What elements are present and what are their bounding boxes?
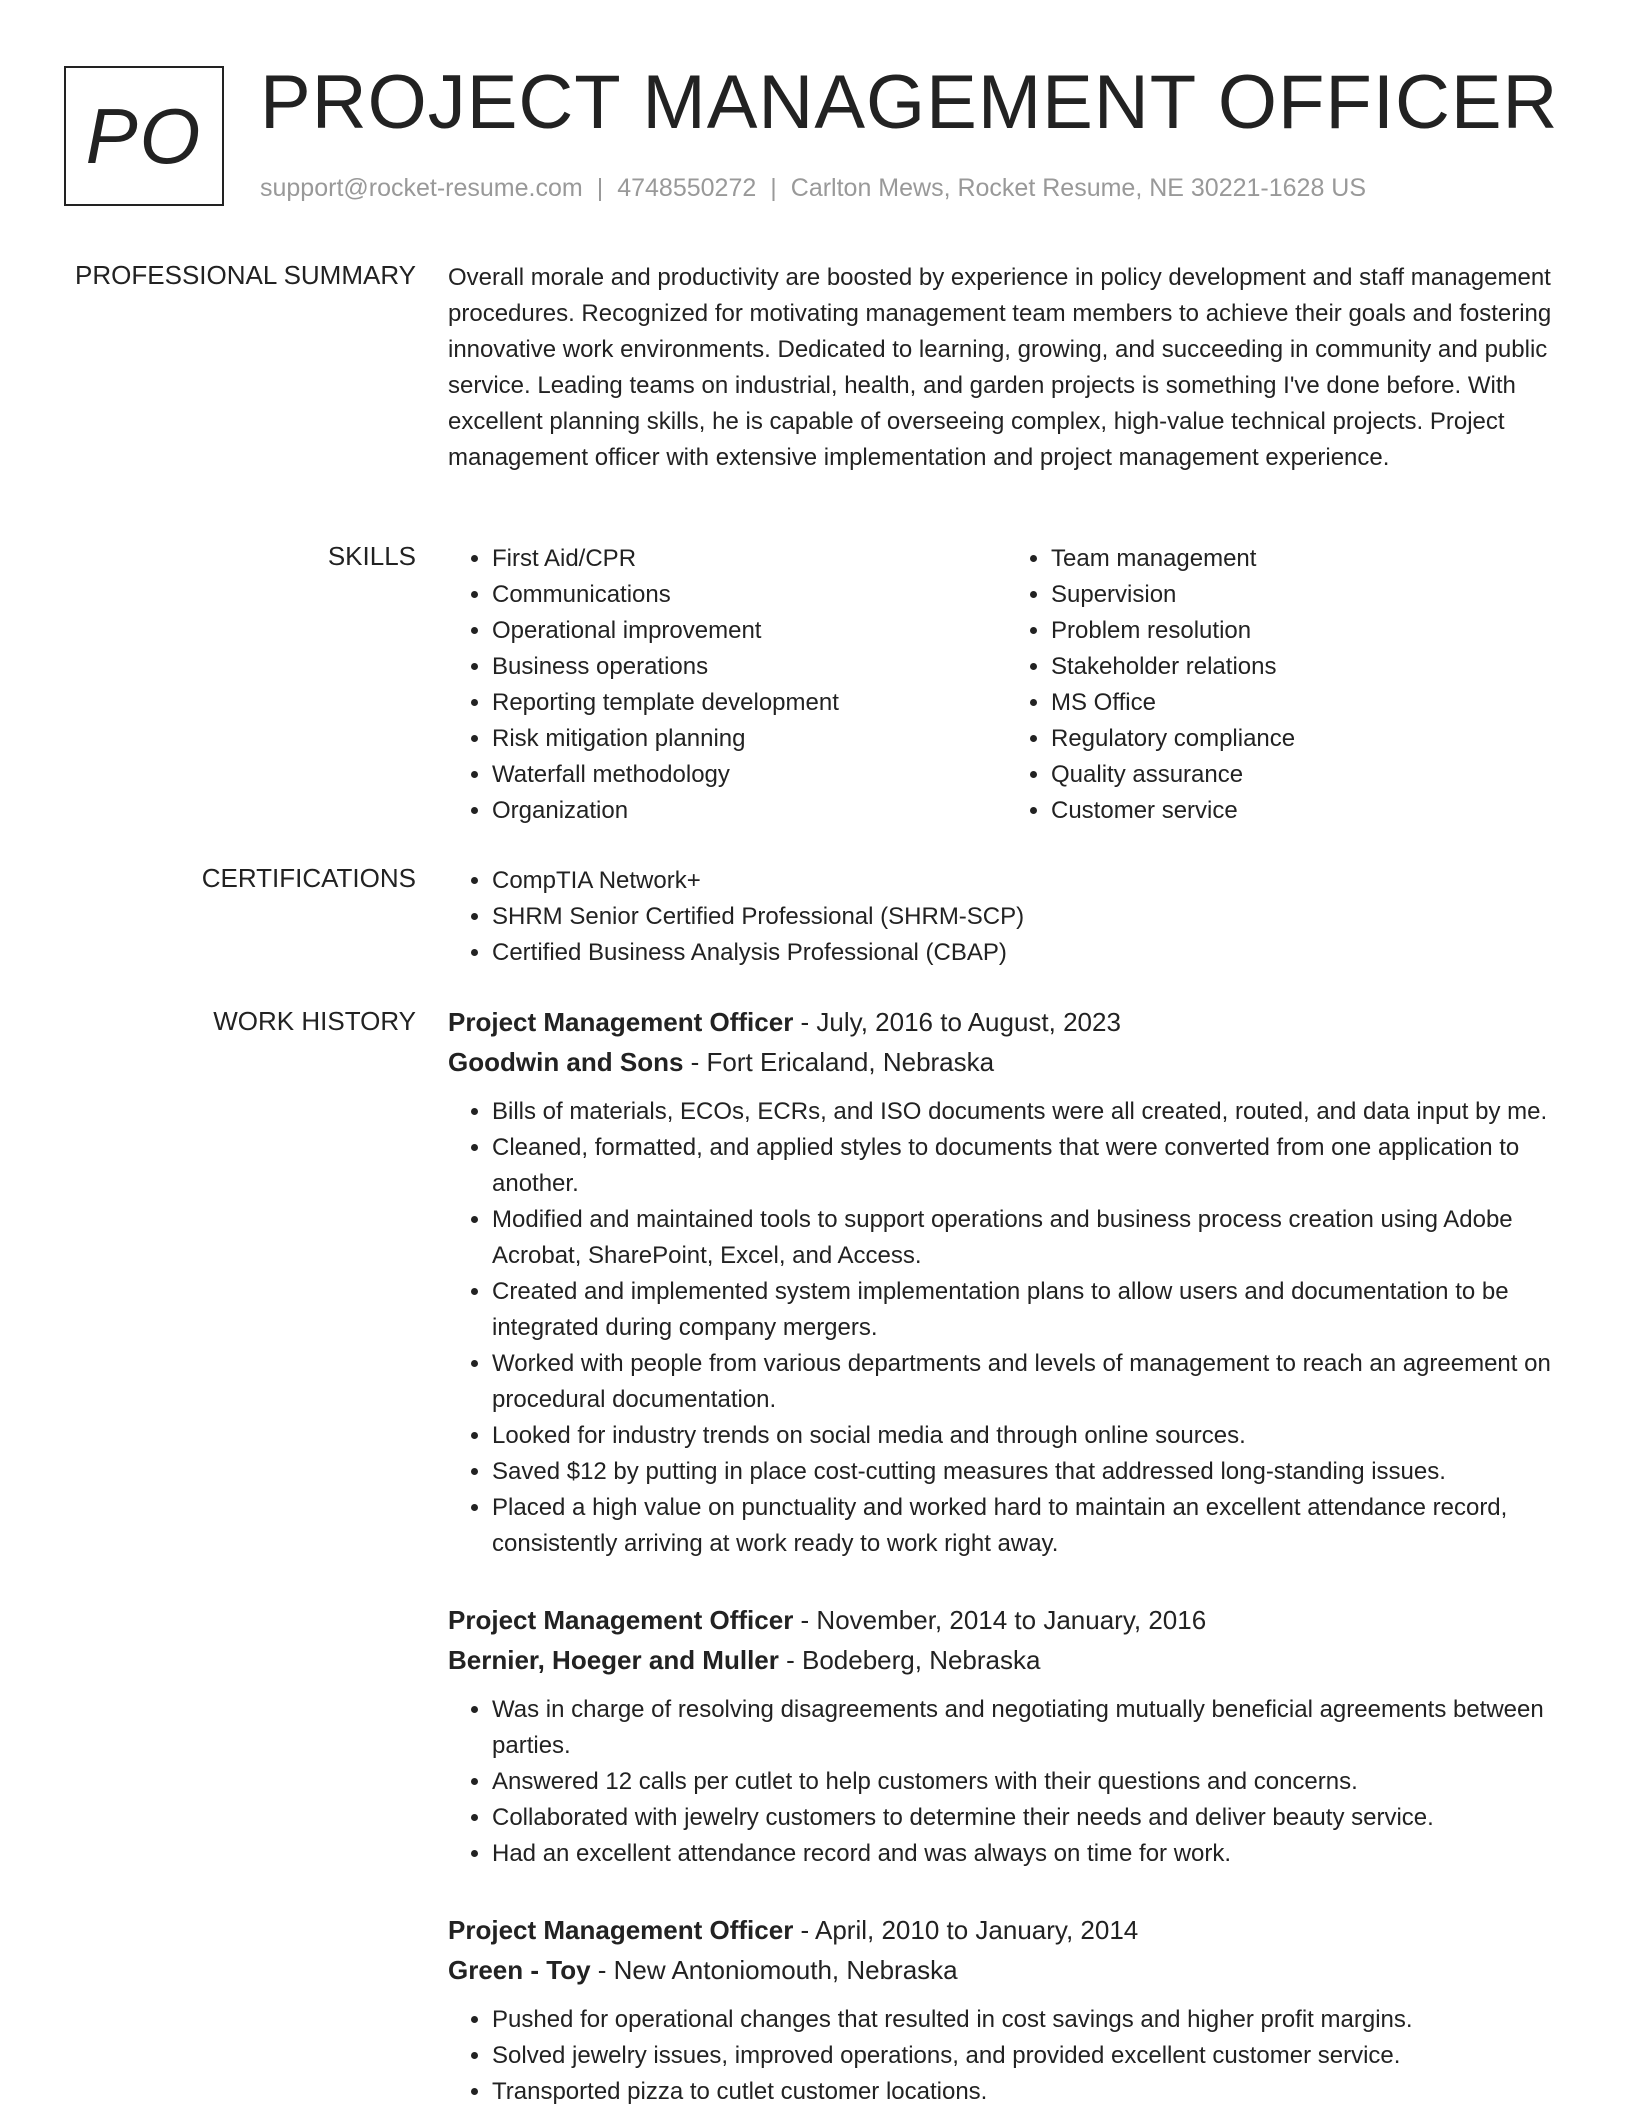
contact-separator: | [596,174,604,202]
skills-list-right [1007,541,1566,829]
section-label-work-history: WORK HISTORY [213,1006,416,1036]
job-duty-item: • Modified and maintained tools to support operations and business process creation using Adobe Acrobat, SharePoint, Excel, and Access. [492,1202,1566,1274]
job-entry [448,1910,1566,2110]
job-title-line [448,1910,1566,1950]
job-duty-item: • Answered 12 calls per cutlet to help customers with their questions and concerns. [492,1764,1566,1800]
job-company-line [448,1042,1566,1082]
skills-list-left [448,541,1007,829]
skill-item: • Organization [492,793,1007,829]
job-duty-item: • Looked for industry trends on social media and through online sources. [492,1418,1566,1454]
job-duty-item: • Pushed for operational changes that resulted in cost savings and higher profit margins. [492,2002,1566,2038]
job-duty-item: • Saved $12 by putting in place cost-cutting measures that addressed long-standing issues. [492,1454,1566,1490]
job-entry [448,1002,1566,1562]
job-location: - Bodeberg, Nebraska [778,1645,1041,1675]
certification-item: • CompTIA Network+ [492,863,1566,899]
job-location: - Fort Ericaland, Nebraska [683,1047,995,1077]
job-title: Project Management Officer [448,1605,794,1635]
skills-columns [448,541,1566,829]
skill-item: • Regulatory compliance [1051,721,1566,757]
job-duty-item: • Bills of materials, ECOs, ECRs, and ISO documents were all created, routed, and data input by me. [492,1094,1566,1130]
skill-item: • Supervision [1051,577,1566,613]
job-company-line [448,1950,1566,1990]
job-duty-item: • Was in charge of resolving disagreements and negotiating mutually beneficial agreements between parties. [492,1692,1566,1764]
email-text: support@rocket-resume.com [260,174,583,202]
job-dates: - July, 2016 to August, 2023 [793,1007,1121,1037]
page-title: PROJECT MANAGEMENT OFFICER [260,60,1559,145]
job-duty-item: • Worked with people from various departments and levels of management to reach an agreement on procedural documentation. [492,1346,1566,1418]
certification-item: • SHRM Senior Certified Professional (SHRM-SCP) [492,899,1566,935]
job-dates: - April, 2010 to January, 2014 [793,1915,1139,1945]
skill-item: • Reporting template development [492,685,1007,721]
initials-monogram: PO [64,66,224,206]
job-duty-item: • Placed a high value on punctuality and worked hard to maintain an excellent attendance record, consistently arriving at work ready to work right away. [492,1490,1566,1562]
skill-item: • Stakeholder relations [1051,649,1566,685]
address-text: Carlton Mews, Rocket Resume, NE 30221-1628 US [790,174,1367,202]
job-location: - New Antoniomouth, Nebraska [590,1955,958,1985]
certifications-list [448,863,1566,971]
skill-item: • Team management [1051,541,1566,577]
section-label-certifications: CERTIFICATIONS [201,863,416,893]
certification-item: • Certified Business Analysis Professional (CBAP) [492,935,1566,971]
job-company: Green - Toy [448,1955,591,1985]
job-duties-list [448,2002,1566,2110]
job-duties-list [448,1692,1566,1872]
work-history-body [448,1002,1566,2110]
skill-item: • Customer service [1051,793,1566,829]
section-label-summary: PROFESSIONAL SUMMARY [75,260,416,290]
job-company-line [448,1640,1566,1680]
skill-item: • Risk mitigation planning [492,721,1007,757]
job-duty-item: • Transported pizza to cutlet customer locations. [492,2074,1566,2110]
skill-item: • Communications [492,577,1007,613]
job-title-line [448,1002,1566,1042]
contact-separator: | [770,174,777,202]
skill-item: • Quality assurance [1051,757,1566,793]
job-title: Project Management Officer [448,1915,794,1945]
skill-item: • MS Office [1051,685,1566,721]
job-title: Project Management Officer [448,1007,794,1037]
job-duty-item: • Created and implemented system implementation plans to allow users and documentation to be integrated during company mergers. [492,1274,1566,1346]
certifications-body [448,863,1566,971]
job-duty-item: • Cleaned, formatted, and applied styles to documents that were converted from one application to another. [492,1130,1566,1202]
skill-item: • Business operations [492,649,1007,685]
job-dates: - November, 2014 to January, 2016 [793,1605,1207,1635]
summary-text: Overall morale and productivity are boosted by experience in policy development and staff management procedures. Recognized for motivating management team members to achieve their goals and fostering innovative work environments. Dedicated to learning, growing, and succeeding in community and public service. Leading teams on industrial, health, and garden projects is something I've done before. With excellent planning skills, he is capable of overseeing complex, high-value technical projects. Project management officer with extensive implementation and project management experience. [448,264,1552,471]
job-duty-item: • Solved jewelry issues, improved operations, and provided excellent customer service. [492,2038,1566,2074]
job-duty-item: • Collaborated with jewelry customers to determine their needs and deliver beauty service. [492,1800,1566,1836]
job-duty-item: • Had an excellent attendance record and was always on time for work. [492,1836,1566,1872]
job-company: Bernier, Hoeger and Muller [448,1645,779,1675]
skill-item: • Waterfall methodology [492,757,1007,793]
skill-item: • First Aid/CPR [492,541,1007,577]
phone-text: 4748550272 [617,174,757,202]
job-company: Goodwin and Sons [448,1047,684,1077]
job-entry [448,1600,1566,1872]
job-duties-list [448,1094,1566,1562]
section-label-skills: SKILLS [327,541,416,571]
skill-item: • Operational improvement [492,613,1007,649]
contact-line [260,174,1366,203]
job-title-line [448,1600,1566,1640]
skill-item: • Problem resolution [1051,613,1566,649]
